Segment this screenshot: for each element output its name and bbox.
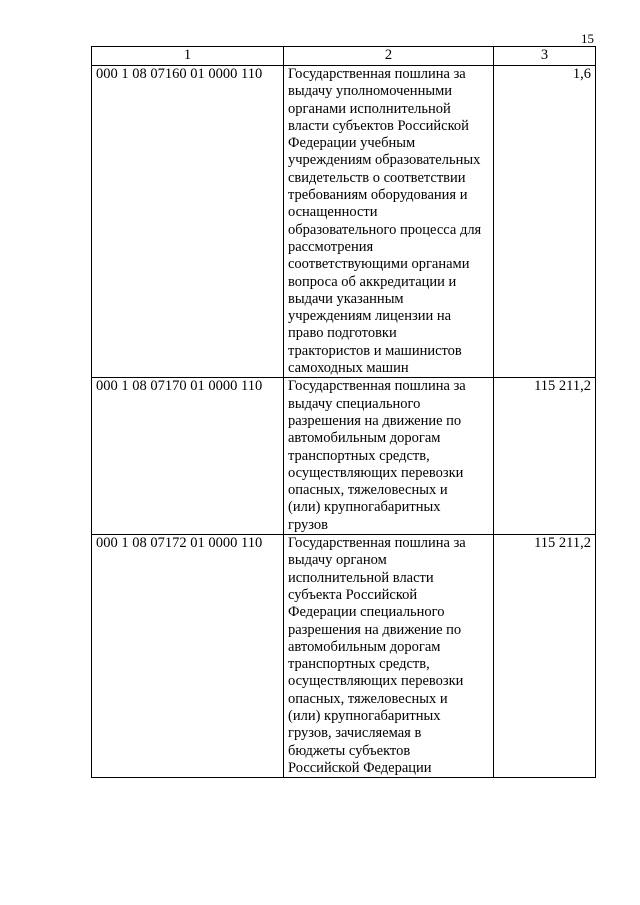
amount-cell: 115 211,2: [494, 535, 596, 778]
table-header-row: [92, 47, 596, 66]
table-row: [92, 66, 596, 378]
page-number: 15: [581, 31, 594, 46]
description-cell: [284, 378, 494, 535]
column-header-1: 1: [92, 47, 284, 66]
description-text: Государственная пошлина за выдачу органом исполнительной власти субъекта Российской Федерации специального разрешения на движение по автомобильным дорогам транспортных средств, осуществляющих перевозки опасных, тяжеловесных и (или) крупногабаритных грузов, зачисляемая в бюджеты субъектов Российской Федерации: [288, 535, 466, 776]
amount-cell: 1,6: [494, 66, 596, 378]
amount-cell: 115 211,2: [494, 378, 596, 535]
budget-revenue-table: [91, 46, 596, 778]
column-header-2: 2: [284, 47, 494, 66]
column-header-3: 3: [494, 47, 596, 66]
budget-code-cell: 000 1 08 07172 01 0000 110: [92, 535, 284, 778]
description-cell: [284, 535, 494, 778]
description-cell: [284, 66, 494, 378]
table-row: [92, 378, 596, 535]
description-text: Государственная пошлина за выдачу специального разрешения на движение по автомобильным дорогам транспортных средств, осуществляющих перевозки опасных, тяжеловесных и (или) крупногабаритных грузов: [288, 378, 466, 533]
budget-code-cell: 000 1 08 07160 01 0000 110: [92, 66, 284, 378]
budget-code-cell: 000 1 08 07170 01 0000 110: [92, 378, 284, 535]
description-text: Государственная пошлина за выдачу уполномоченными органами исполнительной власти субъектов Российской Федерации учебным учреждениям образовательных свидетельств о соответствии требованиям оборудования и оснащенности образовательного процесса для рассмотрения соответствующими органами вопроса об аккредитации и выдачи указанным учреждениям лицензии на право подготовки трактористов и машинистов самоходных машин: [288, 66, 482, 377]
table-row: [92, 535, 596, 778]
